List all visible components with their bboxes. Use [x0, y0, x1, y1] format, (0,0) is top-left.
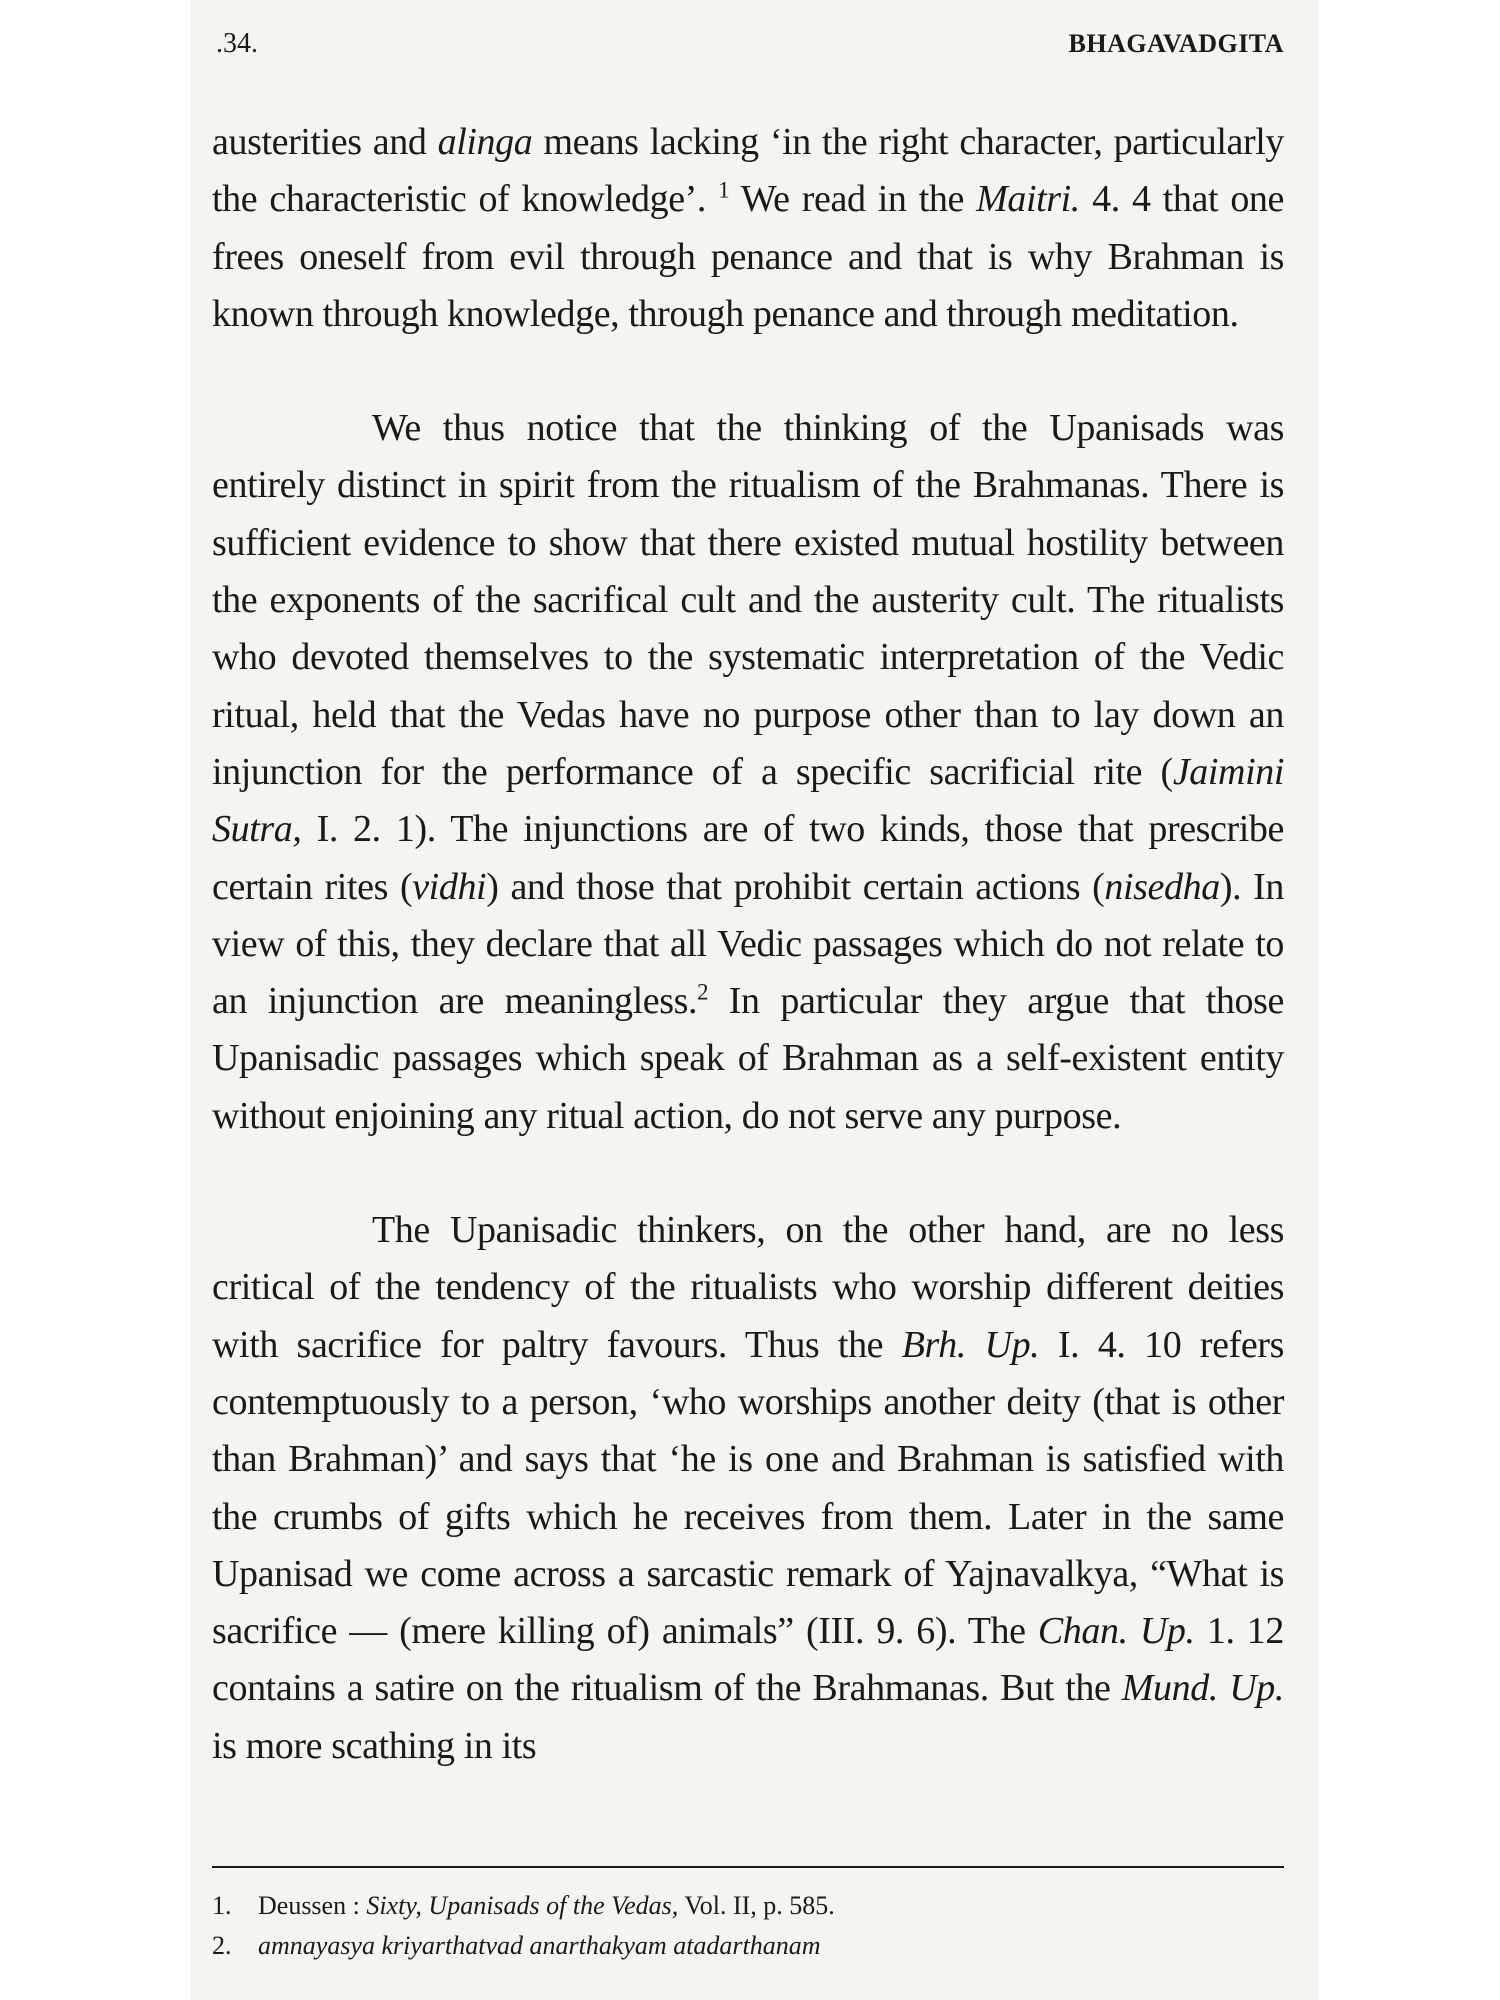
running-title: BHAGAVADGITA	[1068, 29, 1284, 58]
footnote-ref-1: 1	[718, 177, 730, 203]
paragraph-2: We thus notice that the thinking of the Upanisads was entirely distinct in spirit from the ritualism of the Brahmanas. There is sufficient evidence to show that there existed mutual hostility between the exponents of the sacrifical cult and the austerity cult. The ritualists who devoted themselves to the systematic interpretation of the Vedic ritual, held that the Vedas have no purpose other than to lay down an injunction for the performance of a specific sacrificial rite (Jaimini Sutra, I. 2. 1). The injunctions are of two kinds, those that prescribe certain rites (vidhi) and those that prohibit certain actions (nisedha). In view of this, they declare that all Vedic passages which do not relate to an injunction are meaningless.$^2$ In particular they argue that those Upanisadic passages which speak of Brahman as a self-existent entity without enjoining any ritual action, do not serve any purpose.	[212, 407, 1285, 1137]
page-header	[216, 28, 1284, 68]
footnote-ref-2: 2	[697, 979, 709, 1005]
footnote-2: 2. amnayasya kriyarthatvad anarthakyam atadarthanam	[212, 1931, 821, 1960]
body-text	[212, 114, 1284, 1775]
footnote-1: 1. Deussen : Sixty, Upanisads of the Vedas, Vol. II, p. 585.	[212, 1891, 835, 1920]
paragraph-1: austerities and alinga means lacking ‘in the right character, particularly the characteristic of knowledge’. $^1$ We read in the Maitri. 4. 4 that one frees oneself from evil through penance and that is why Brahman is known through knowledge, through penance and through meditation.	[212, 121, 1284, 335]
footnotes	[212, 1886, 1284, 1966]
page-number: .34.	[216, 28, 258, 59]
footnote-divider	[212, 1866, 1284, 1868]
paragraph-3: The Upanisadic thinkers, on the other hand, are no less critical of the tendency of the ritualists who worship different deities with sacrifice for paltry favours. Thus the Brh. Up. I. 4. 10 refers contemptuously to a person, ‘who worships another deity (that is other than Brahman)’ and says that ‘he is one and Brahman is satisfied with the crumbs of gifts which he receives from them. Later in the same Upanisad we come across a sarcastic remark of Yajnavalkya, “What is sacrifice — (mere killing of) animals” (III. 9. 6). The Chan. Up. 1. 12 contains a satire on the ritualism of the Brahmanas. But the Mund. Up. is more scathing in its	[212, 1209, 1285, 1767]
